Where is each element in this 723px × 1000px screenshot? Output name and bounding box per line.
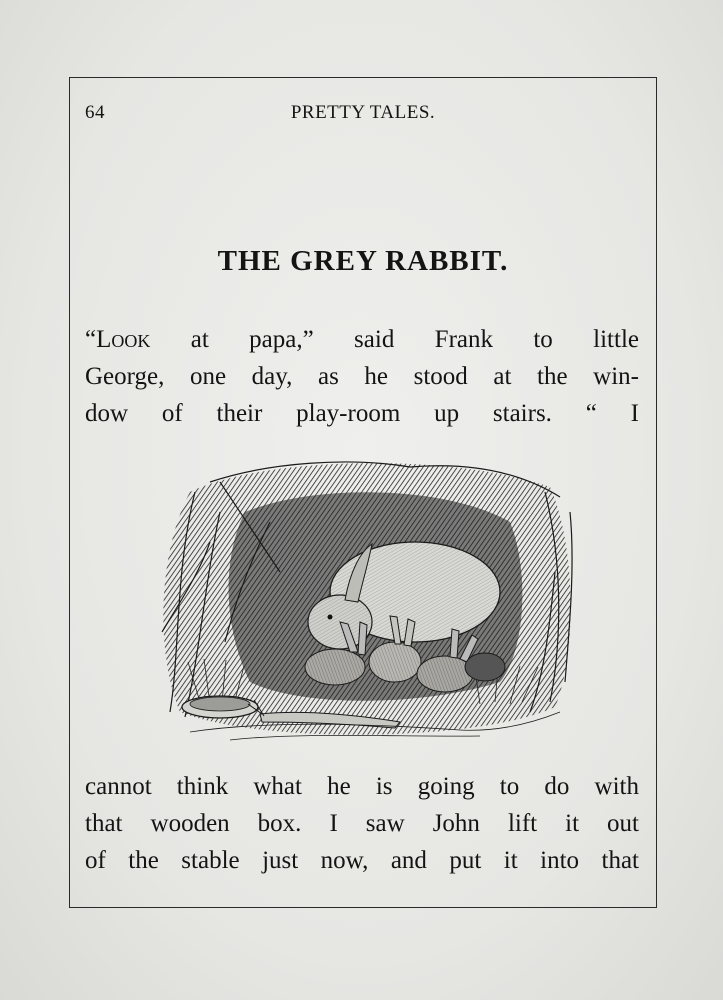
text-line: that wooden box. I saw John lift it out [85, 810, 639, 837]
text-line: George, one day, as he stood at the win- [85, 363, 639, 390]
page-number: 64 [85, 102, 105, 123]
text-line: of the stable just now, and put it into that [85, 847, 639, 874]
open-quote: “ [85, 326, 97, 353]
story-paragraph-top [85, 321, 639, 432]
running-title: PRETTY TALES. [290, 102, 436, 123]
text-line-rest: at papa,” said Frank to little [150, 326, 639, 353]
text-line: dow of their play-room up stairs. “ I [85, 400, 639, 427]
story-paragraph-bottom [85, 768, 639, 879]
rabbit-illustration [150, 452, 580, 752]
chapter-title: THE GREY RABBIT. [217, 245, 509, 277]
text-line: cannot think what he is going to do with [85, 773, 639, 800]
text-line [85, 321, 639, 358]
small-caps-word: Look [96, 326, 151, 353]
running-head [83, 100, 643, 128]
